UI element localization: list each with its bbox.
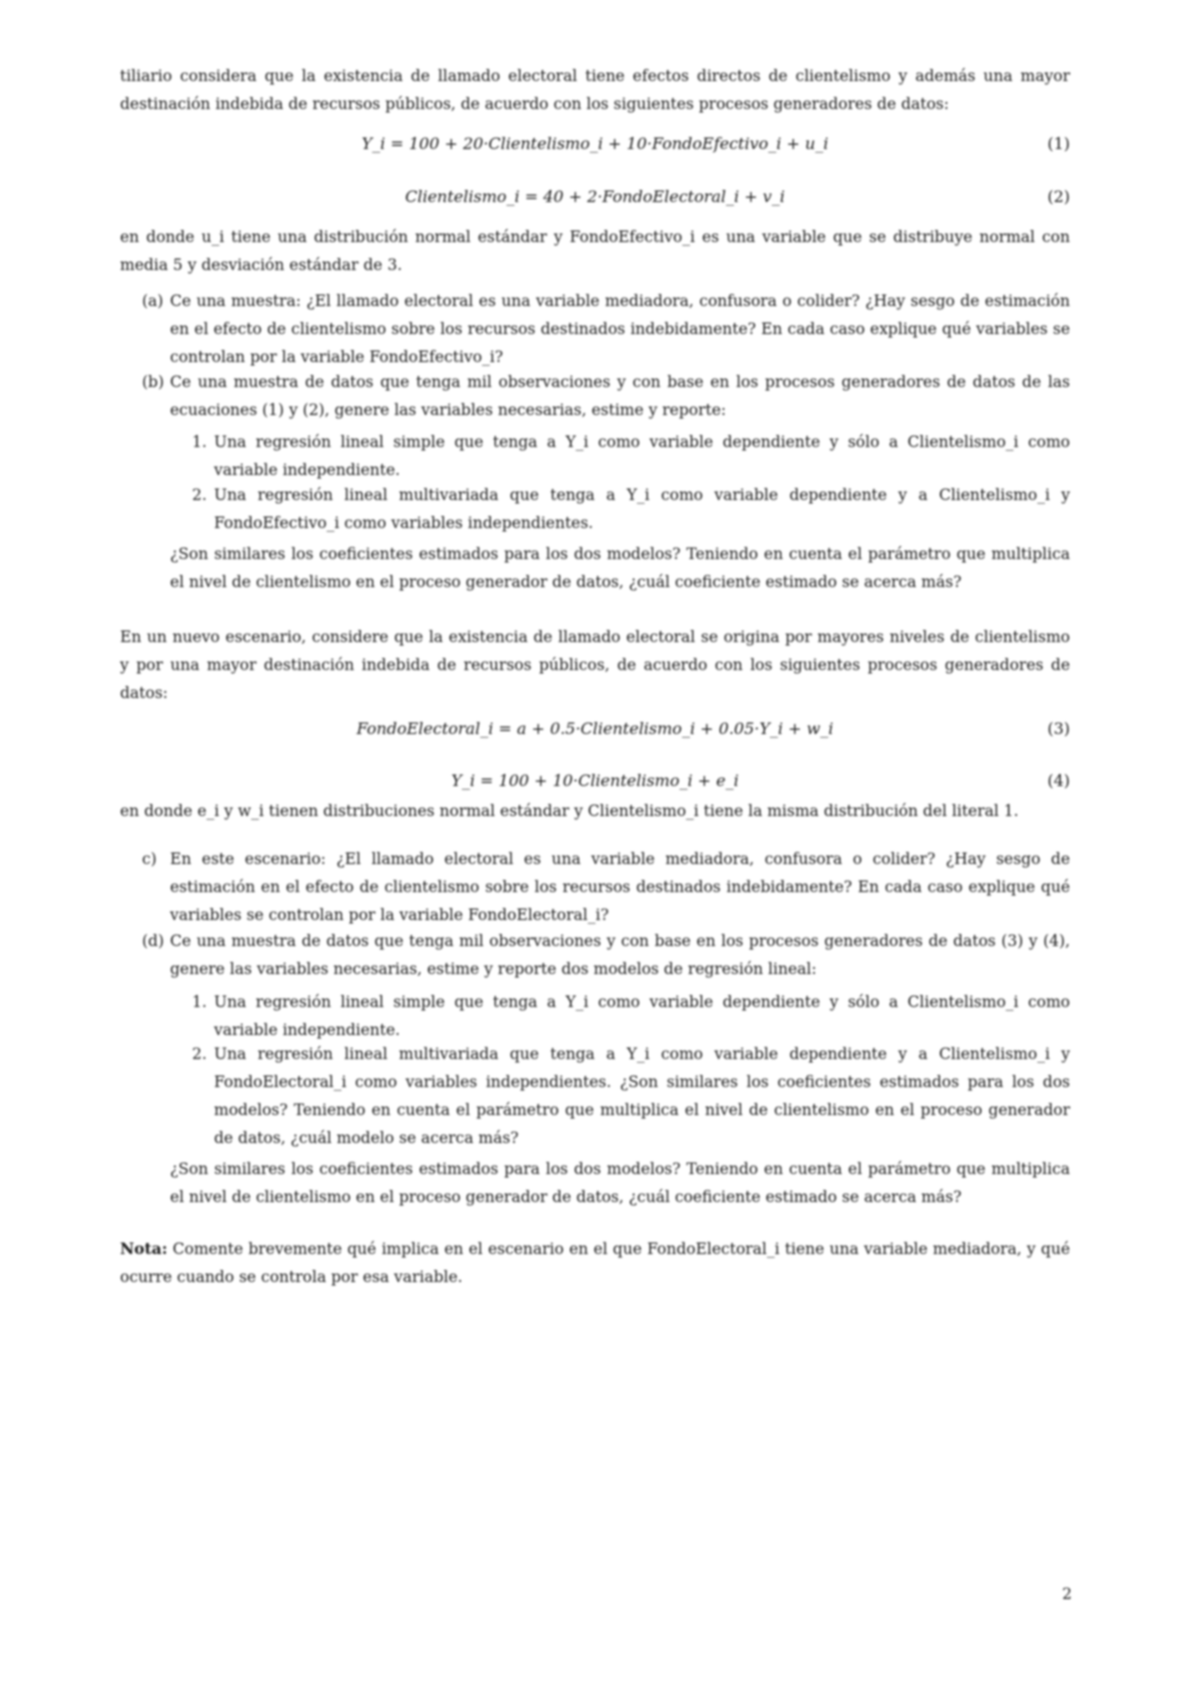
- question-d-item-2-text: Una regresión lineal multivariada que tenga a Y_i como variable dependiente y a Clientelismo_i y FondoElectoral_i como variables independientes. ¿Son similares los coeficientes estimados para los dos modelos? Teniendo en cuenta el parámetro que multiplica el nivel de clientelismo en el proceso generador de datos, ¿cuál modelo se acerca más?: [214, 1045, 1070, 1147]
- question-c: [142, 845, 1070, 929]
- question-b-text: Ce una muestra de datos que tenga mil observaciones y con base en los procesos generadores de datos de las ecuaciones (1) y (2), genere las variables necesarias, estime y reporte:: [170, 373, 1070, 419]
- distribution-paragraph: en donde u_i tiene una distribución normal estándar y FondoEfectivo_i es una variable que se distribuye normal con media 5 y desviación estándar de 3.: [120, 228, 1070, 274]
- question-d-item-1-label: 1.: [192, 993, 207, 1011]
- equation-4-body: Y_i = 100 + 10·Clientelismo_i + e_i: [451, 771, 739, 790]
- distribution-paragraph-2: en donde e_i y w_i tienen distribuciones normal estándar y Clientelismo_i tiene la misma distribución del literal 1.: [120, 802, 1019, 820]
- question-b-item-1-label: 1.: [192, 433, 207, 451]
- question-d-item-1-text: Una regresión lineal simple que tenga a Y_i como variable dependiente y sólo a Clientelismo_i como variable independiente.: [214, 993, 1070, 1039]
- equation-2-number: (2): [1047, 187, 1070, 206]
- scenario-paragraph: En un nuevo escenario, considere que la existencia de llamado electoral se origina por mayores niveles de clientelismo y por una mayor destinación indebida de recursos públicos, de acuerdo con los siguientes procesos generadores de datos:: [120, 628, 1070, 702]
- question-d-label: (d): [142, 932, 165, 950]
- equation-1-number: (1): [1047, 134, 1070, 153]
- question-b-item-2-text: Una regresión lineal multivariada que tenga a Y_i como variable dependiente y a Clientelismo_i y FondoEfectivo_i como variables independientes.: [214, 486, 1070, 532]
- question-d-item-1: [192, 988, 1070, 1044]
- equation-4-number: (4): [1047, 771, 1070, 790]
- question-d-followup: ¿Son similares los coeficientes estimados para los dos modelos? Teniendo en cuenta el parámetro que multiplica el nivel de clientelismo en el proceso generador de datos, ¿cuál coeficiente estimado se acerca más?: [170, 1160, 1070, 1206]
- question-d-text: Ce una muestra de datos que tenga mil observaciones y con base en los procesos generadores de datos (3) y (4), genere las variables necesarias, estime y reporte dos modelos de regresión lineal:: [170, 932, 1070, 978]
- question-b: [142, 368, 1070, 424]
- equation-4: [120, 767, 1070, 795]
- question-c-label: c): [142, 850, 157, 868]
- question-b-item-2: [192, 481, 1070, 537]
- equation-1-body: Y_i = 100 + 20·Clientelismo_i + 10·FondoEfectivo_i + u_i: [361, 134, 829, 153]
- equation-2: [120, 183, 1070, 211]
- question-b-followup: ¿Son similares los coeficientes estimados para los dos modelos? Teniendo en cuenta el parámetro que multiplica el nivel de clientelismo en el proceso generador de datos, ¿cuál coeficiente estimado se acerca más?: [170, 545, 1070, 591]
- equation-2-body: Clientelismo_i = 40 + 2·FondoElectoral_i + v_i: [405, 187, 785, 206]
- note-paragraph: [120, 1235, 1070, 1291]
- note-text: Comente brevemente qué implica en el escenario en el que FondoElectoral_i tiene una variable mediadora, y qué ocurre cuando se controla por esa variable.: [120, 1240, 1070, 1286]
- question-b-item-1: [192, 428, 1070, 484]
- question-a-text: Ce una muestra: ¿El llamado electoral es una variable mediadora, confusora o colider? ¿Hay sesgo de estimación en el efecto de clientelismo sobre los recursos destinados indebidamente? En cada caso explique qué variables se controlan por la variable FondoEfectivo_i?: [170, 292, 1070, 366]
- question-d-item-2-label: 2.: [192, 1045, 207, 1063]
- question-d-item-2: [192, 1040, 1070, 1152]
- question-b-item-1-text: Una regresión lineal simple que tenga a Y_i como variable dependiente y sólo a Clientelismo_i como variable independiente.: [214, 433, 1070, 479]
- equation-3-body: FondoElectoral_i = a + 0.5·Clientelismo_i + 0.05·Y_i + w_i: [356, 719, 834, 738]
- note-label: Nota:: [120, 1239, 168, 1258]
- equation-3: [120, 715, 1070, 743]
- question-a-label: (a): [142, 292, 164, 310]
- question-b-item-2-label: 2.: [192, 486, 207, 504]
- equation-1: [120, 130, 1070, 158]
- question-b-label: (b): [142, 373, 165, 391]
- equation-3-number: (3): [1047, 719, 1070, 738]
- intro-paragraph: tiliario considera que la existencia de llamado electoral tiene efectos directos de clientelismo y además una mayor destinación indebida de recursos públicos, de acuerdo con los siguientes procesos generadores de datos:: [120, 67, 1070, 113]
- question-c-text: En este escenario: ¿El llamado electoral es una variable mediadora, confusora o colider? ¿Hay sesgo de estimación en el efecto de clientelismo sobre los recursos destinados indebidamente? En cada caso explique qué variables se controlan por la variable FondoElectoral_i?: [170, 850, 1070, 924]
- question-a: [142, 287, 1070, 371]
- question-d: [142, 927, 1070, 983]
- page-number: 2: [1062, 1585, 1072, 1603]
